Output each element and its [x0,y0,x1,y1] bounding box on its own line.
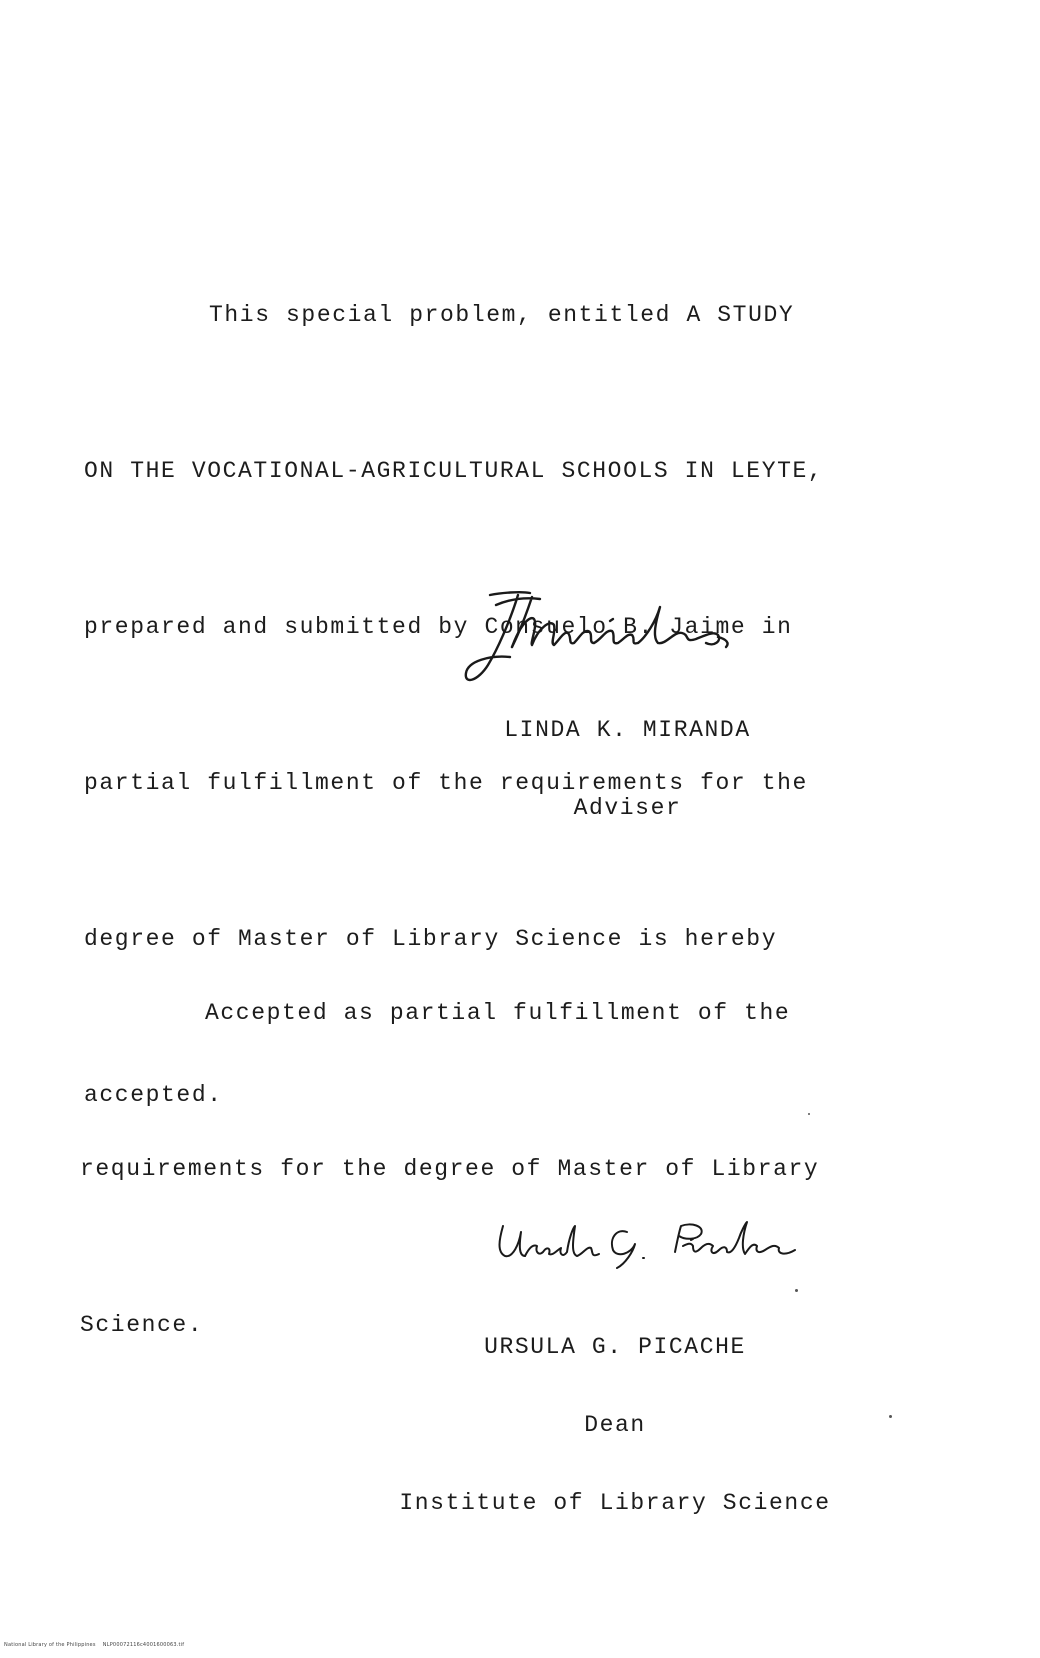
approval-line-1: This special problem, entitled A STUDY [209,302,795,328]
dean-name: URSULA G. PICACHE [484,1334,746,1360]
approval-line-2: ON THE VOCATIONAL-AGRICULTURAL SCHOOLS IN LEYTE, [84,458,824,484]
dean-block [385,1282,845,1568]
dean-signature [495,1218,815,1278]
acceptance-line-2: requirements for the degree of Master of Library [80,1156,820,1182]
adviser-name: LINDA K. MIRANDA [504,717,751,743]
acceptance-line-3: Science. [80,1312,204,1338]
scan-credit: National Library of the Philippines NLP00072116c4001600063.tif [4,1642,185,1648]
approval-line-4: partial fulfillment of the requirements for the [84,770,808,796]
adviser-block [490,665,765,873]
dean-institute: Institute of Library Science [399,1490,831,1516]
dean-title: Dean [584,1412,646,1438]
adviser-title: Adviser [573,795,682,821]
approval-line-6: accepted. [84,1082,223,1108]
scan-speck [808,1113,810,1115]
approval-line-5: degree of Master of Library Science is hereby [84,926,778,952]
approval-line-3: prepared and submitted by Consuelo B. Jaime in [84,614,793,640]
scan-speck [889,1415,892,1418]
acceptance-line-1: Accepted as partial fulfillment of the [205,1000,791,1026]
scan-speck [795,1289,798,1292]
